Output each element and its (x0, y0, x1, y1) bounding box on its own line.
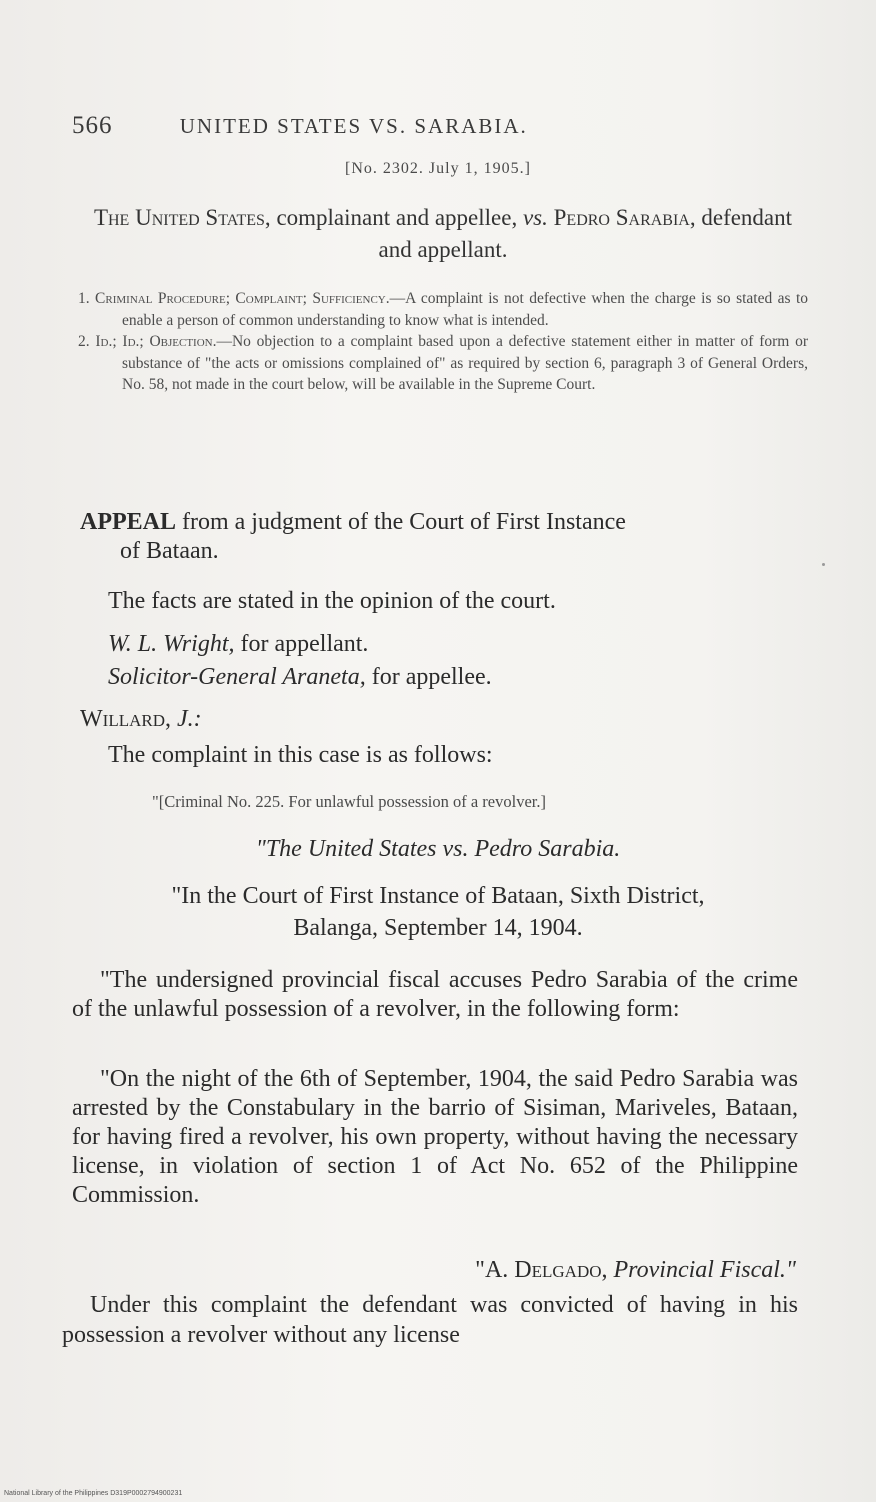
signature-line: "A. Delgado, Provincial Fiscal." (475, 1257, 796, 1283)
complaint-paragraph-2: "On the night of the 6th of September, 1904, the said Pedro Sarabia was arrested by the Constabulary in the barrio of Sisiman, Mariveles, Bataan, for having fired a revolver, his own property, without having the necessary license, in violation of section 1 of Act No. 652 of the Philippine Commission. (72, 1066, 798, 1208)
counsel-appellant: W. L. Wright, for appellant. (108, 631, 369, 657)
scan-speck (822, 563, 825, 566)
case-caption: The United States, complainant and appellee, vs. Pedro Sarabia, defendant and appellant. (93, 205, 793, 262)
counsel-list (108, 628, 808, 694)
opinion-intro: The complaint in this case is as follows: (108, 742, 493, 768)
page-number: 566 (72, 112, 113, 139)
running-title: UNITED STATES VS. SARABIA. (179, 114, 528, 138)
court-heading: "In the Court of First Instance of Bataan, Sixth District, Balanga, September 14, 1904. (171, 883, 705, 941)
appeal-statement: APPEAL from a judgment of the Court of First Instance of Bataan. (80, 509, 626, 564)
criminal-number: "[Criminal No. 225. For unlawful possession of a revolver.] (152, 792, 546, 811)
case-title: "The United States vs. Pedro Sarabia. (255, 836, 621, 862)
complaint-paragraph-1: "The undersigned provincial fiscal accuses Pedro Sarabia of the crime of the unlawful possession of a revolver, in the following form: (72, 967, 798, 1022)
opinion-paragraph: Under this complaint the defendant was convicted of having in his possession a revolver without any license (62, 1292, 798, 1348)
judge-line: Willard, J.: (80, 706, 202, 732)
running-header (72, 112, 632, 140)
facts-statement: The facts are stated in the opinion of the court. (108, 588, 556, 614)
docket-line: [No. 2302. July 1, 1905.] (345, 160, 531, 177)
counsel-appellee: Solicitor-General Araneta, for appellee. (108, 664, 492, 690)
syllabus (78, 288, 808, 396)
syllabus-item: 2. Id.; Id.; Objection.—No objection to a complaint based upon a defective statement either in matter of form or substance of "the acts or omissions complained of" as required by section 6, paragraph 3 of General Orders, No. 58, not made in the court below, will be available in the Supreme Court. (78, 333, 808, 393)
syllabus-item: 1. Criminal Procedure; Complaint; Sufficiency.—A complaint is not defective when the charge is so stated as to enable a person of common understanding to know what is intended. (78, 290, 808, 329)
scan-footer: National Library of the Philippines D319P0002794900231 (4, 1490, 183, 1497)
